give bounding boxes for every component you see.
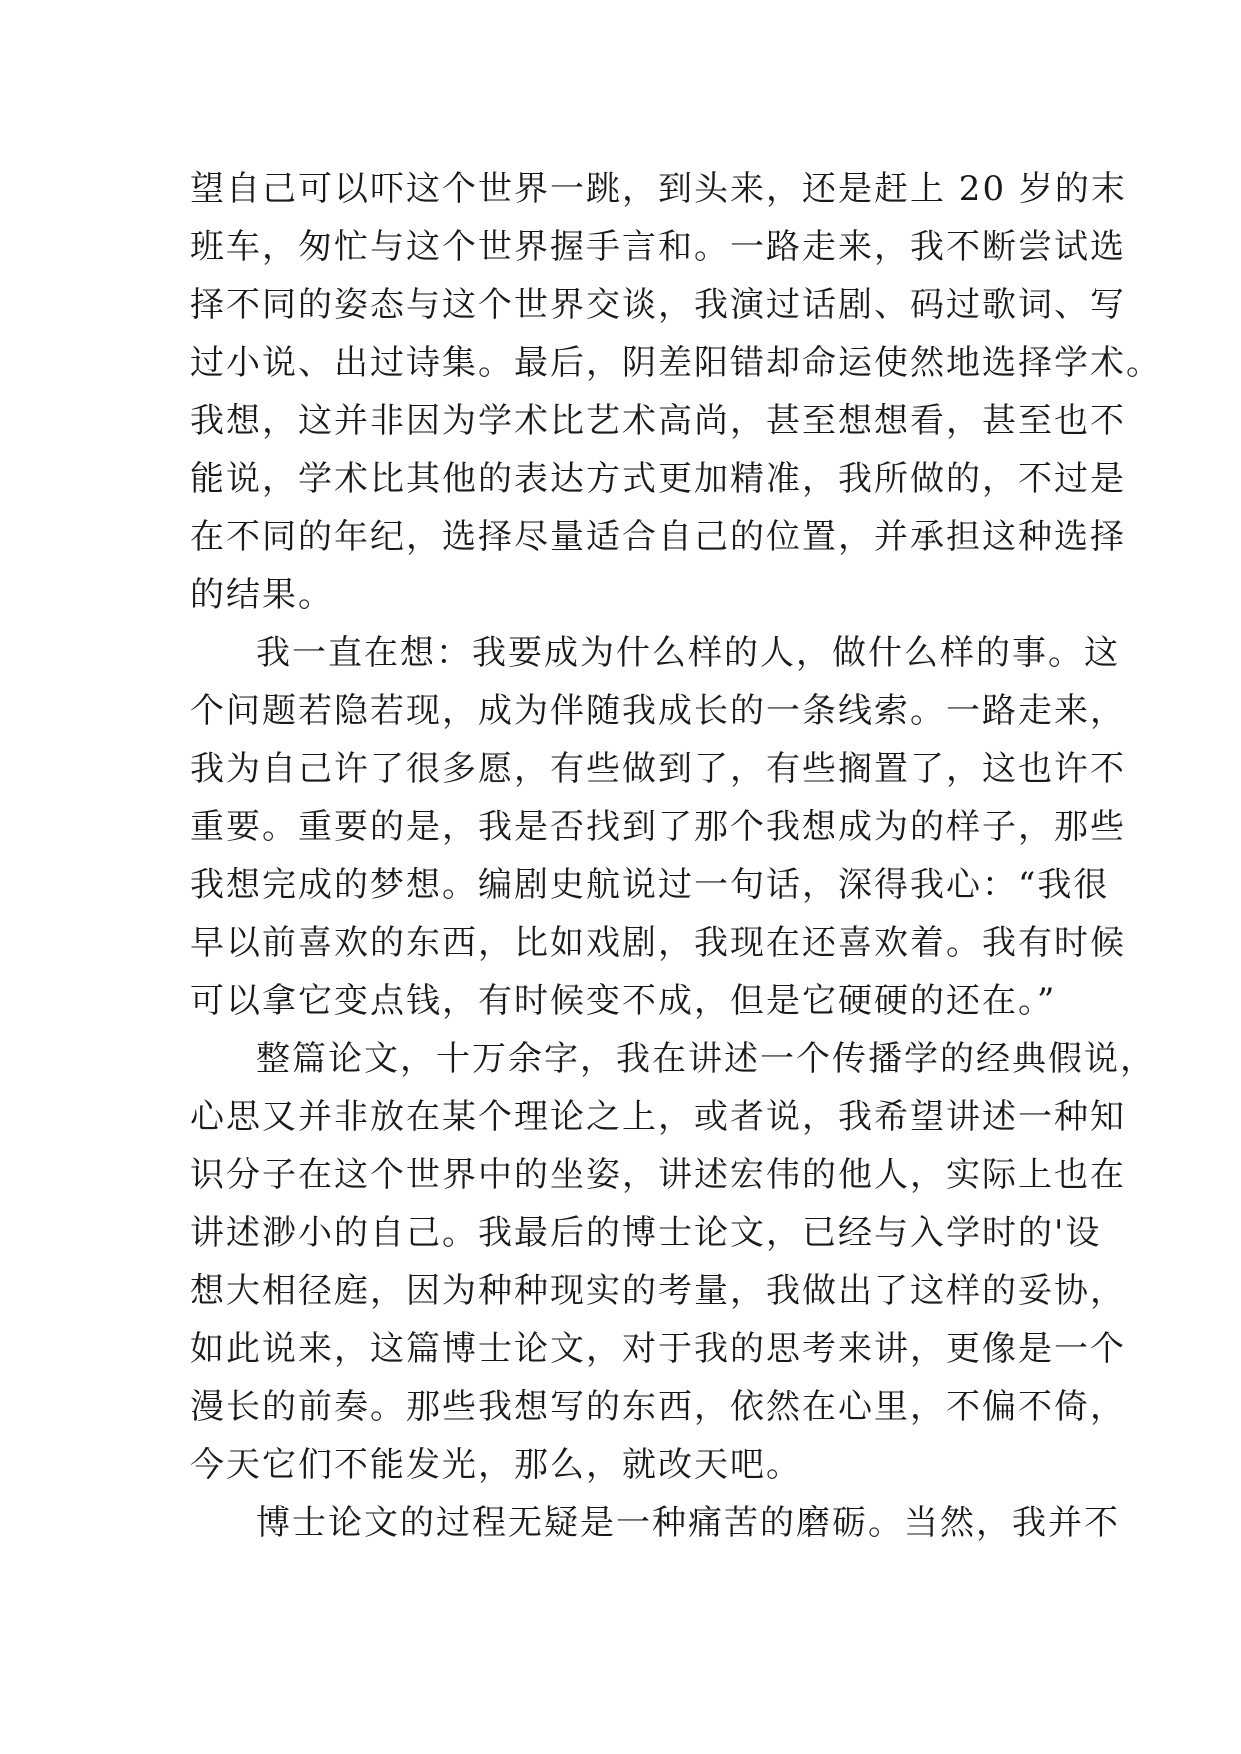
text-line: 班车，匆忙与这个世界握手言和。一路走来，我不断尝试选 [190, 227, 1126, 267]
text-line: 择不同的姿态与这个世界交谈，我演过话剧、码过歌词、写 [190, 285, 1126, 325]
text-line: 过小说、出过诗集。最后，阴差阳错却命运使然地选择学术。 [190, 343, 1162, 383]
text-line: 心思又并非放在某个理论之上，或者说，我希望讲述一种知 [190, 1097, 1126, 1137]
text-line: 早以前喜欢的东西，比如戏剧，我现在还喜欢着。我有时候 [190, 923, 1126, 963]
text-line: 望自己可以吓这个世界一跳，到头来，还是赶上 20 岁的末 [190, 169, 1127, 209]
body-text [190, 160, 1162, 1552]
paragraph-start-line: 博士论文的过程无疑是一种痛苦的磨砺。当然，我并不 [256, 1503, 1120, 1543]
text-line: 重要。重要的是，我是否找到了那个我想成为的样子，那些 [190, 807, 1126, 847]
text-line: 我为自己许了很多愿，有些做到了，有些搁置了，这也许不 [190, 749, 1126, 789]
text-line: 能说，学术比其他的表达方式更加精准，我所做的，不过是 [190, 459, 1126, 499]
text-line: 在不同的年纪，选择尽量适合自己的位置，并承担这种选择 [190, 517, 1126, 557]
paragraph-start-line: 我一直在想：我要成为什么样的人，做什么样的事。这 [256, 633, 1120, 673]
paragraph-start-line: 整篇论文，十万余字，我在讲述一个传播学的经典假说， [256, 1039, 1156, 1079]
text-line: 我想，这并非因为学术比艺术高尚，甚至想想看，甚至也不 [190, 401, 1126, 441]
text-line: 我想完成的梦想。编剧史航说过一句话，深得我心：“我很 [190, 865, 1110, 905]
text-line: 想大相径庭，因为种种现实的考量，我做出了这样的妥协， [190, 1271, 1126, 1311]
text-line: 漫长的前奏。那些我想写的东西，依然在心里，不偏不倚， [190, 1387, 1126, 1427]
text-line: 可以拿它变点钱，有时候变不成，但是它硬硬的还在。” [190, 981, 1057, 1021]
text-line: 今天它们不能发光，那么，就改天吧。 [190, 1445, 802, 1485]
text-line: 讲述渺小的自己。我最后的博士论文，已经与入学时的'设 [190, 1213, 1102, 1253]
text-line: 如此说来，这篇博士论文，对于我的思考来讲，更像是一个 [190, 1329, 1126, 1369]
text-line: 的结果。 [190, 575, 334, 615]
text-line: 个问题若隐若现，成为伴随我成长的一条线索。一路走来， [190, 691, 1126, 731]
text-line: 识分子在这个世界中的坐姿，讲述宏伟的他人，实际上也在 [190, 1155, 1126, 1195]
